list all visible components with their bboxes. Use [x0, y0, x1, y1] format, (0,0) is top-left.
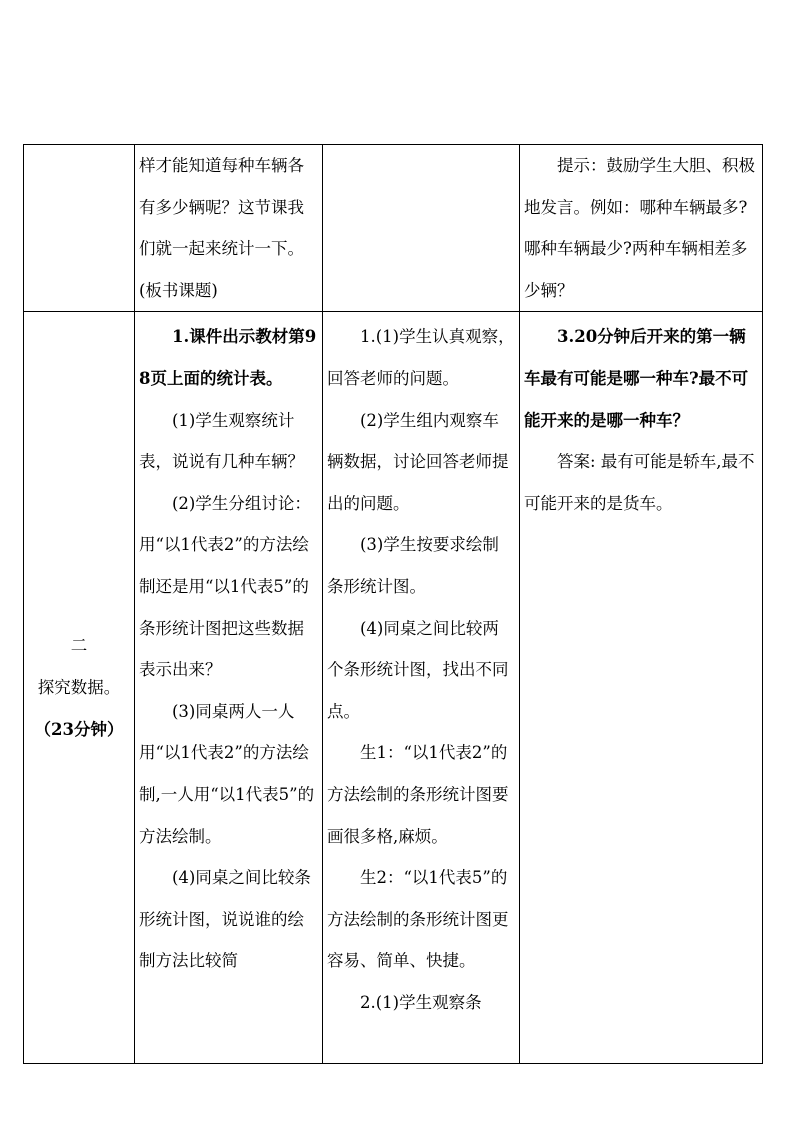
table-row [24, 312, 763, 1064]
teacher-activity-cell [135, 145, 323, 312]
teacher-paragraph: (2)学生分组讨论：用“以1代表2”的方法绘制还是用“以1代表5”的条形统计图把这些数据表示出来？ [139, 493, 311, 680]
student-activity-cell [323, 145, 520, 312]
table-row [24, 145, 763, 312]
teacher-paragraph: (4)同桌之间比较条形统计图，说说谁的绘制方法比较简 [139, 868, 311, 971]
student-paragraph: (2)学生组内观察车辆数据，讨论回答老师提出的问题。 [327, 410, 509, 513]
student-paragraph: 1.(1)学生认真观察，回答老师的问题。 [327, 327, 515, 388]
teacher-activity-cell [135, 312, 323, 1064]
student-paragraph: (4)同桌之间比较两个条形统计图，找出不同点。 [327, 618, 509, 721]
notes-paragraph: 提示：鼓励学生大胆、积极地发言。例如：哪种车辆最多?哪种车辆最少?两种车辆相差多少辆？ [524, 156, 755, 300]
teacher-paragraph: 样才能知道每种车辆各有多少辆呢？这节课我们就一起来统计一下。(板书课题) [139, 156, 304, 300]
stage-title: 探究数据。 [37, 678, 121, 698]
notes-paragraph: 3.20分钟后开来的第一辆车最有可能是哪一种车?最不可能开来的是哪一种车？ [524, 327, 749, 430]
student-paragraph: (3)学生按要求绘制条形统计图。 [327, 535, 499, 596]
notes-cell [520, 312, 763, 1064]
teacher-paragraph: (3)同桌两人一人用“以1代表2”的方法绘制,一人用“以1代表5”的方法绘制。 [139, 701, 315, 846]
stage-duration: （23分钟） [34, 719, 124, 739]
student-paragraph: 2.(1)学生观察条 [360, 992, 482, 1012]
student-paragraph: 生1：“以1代表2”的方法绘制的条形统计图要画很多格,麻烦。 [327, 743, 509, 846]
stage-number: 二 [70, 636, 88, 656]
lesson-plan-table [23, 144, 763, 1064]
teacher-paragraph: 1.课件出示教材第98页上面的统计表。 [139, 327, 317, 388]
notes-cell [520, 145, 763, 312]
student-activity-cell [323, 312, 520, 1064]
notes-paragraph: 答案: 最有可能是轿车,最不可能开来的是货车。 [524, 452, 755, 513]
stage-cell [24, 312, 135, 1064]
stage-cell [24, 145, 135, 312]
teacher-paragraph: (1)学生观察统计表，说说有几种车辆？ [139, 410, 304, 472]
student-paragraph: 生2：“以1代表5”的方法绘制的条形统计图更容易、简单、快捷。 [327, 868, 509, 971]
